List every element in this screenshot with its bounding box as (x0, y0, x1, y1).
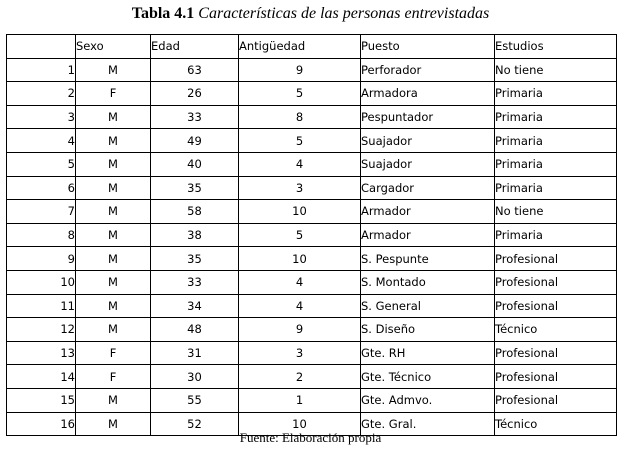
table-caption-text: Características de las personas entrevistadas (198, 5, 490, 22)
cell-edad: 31 (151, 341, 239, 365)
cell-puesto: S. Pespunte (361, 247, 495, 271)
cell-sexo: M (76, 200, 151, 224)
cell-index: 1 (7, 58, 76, 82)
cell-index: 11 (7, 294, 76, 318)
cell-sexo: M (76, 58, 151, 82)
cell-antiguedad: 5 (239, 82, 361, 106)
cell-antiguedad: 10 (239, 200, 361, 224)
cell-edad: 52 (151, 412, 239, 436)
table-row (7, 105, 617, 129)
cell-sexo: M (76, 223, 151, 247)
cell-estudios: Profesional (495, 341, 617, 365)
cell-sexo: M (76, 129, 151, 153)
interviewees-table (6, 34, 617, 436)
cell-edad: 35 (151, 247, 239, 271)
table-row (7, 247, 617, 271)
cell-puesto: Suajador (361, 152, 495, 176)
cell-sexo: M (76, 152, 151, 176)
cell-antiguedad: 4 (239, 294, 361, 318)
cell-index: 15 (7, 388, 76, 412)
cell-puesto: Perforador (361, 58, 495, 82)
cell-sexo: M (76, 247, 151, 271)
cell-estudios: Primaria (495, 176, 617, 200)
header-puesto: Puesto (361, 35, 495, 59)
cell-puesto: Suajador (361, 129, 495, 153)
cell-estudios: Profesional (495, 270, 617, 294)
cell-puesto: Armador (361, 223, 495, 247)
table-row (7, 152, 617, 176)
cell-puesto: Gte. Admvo. (361, 388, 495, 412)
table-row (7, 129, 617, 153)
cell-edad: 30 (151, 365, 239, 389)
cell-index: 13 (7, 341, 76, 365)
cell-index: 14 (7, 365, 76, 389)
cell-index: 5 (7, 152, 76, 176)
cell-sexo: M (76, 318, 151, 342)
header-antiguedad: Antigüedad (239, 35, 361, 59)
cell-edad: 33 (151, 270, 239, 294)
cell-estudios: Primaria (495, 223, 617, 247)
cell-antiguedad: 5 (239, 223, 361, 247)
cell-edad: 58 (151, 200, 239, 224)
cell-edad: 63 (151, 58, 239, 82)
cell-edad: 49 (151, 129, 239, 153)
cell-estudios: Primaria (495, 105, 617, 129)
cell-edad: 48 (151, 318, 239, 342)
cell-edad: 55 (151, 388, 239, 412)
table-row (7, 176, 617, 200)
cell-puesto: Cargador (361, 176, 495, 200)
cell-puesto: Gte. Gral. (361, 412, 495, 436)
cell-index: 2 (7, 82, 76, 106)
cell-edad: 26 (151, 82, 239, 106)
cell-estudios: Técnico (495, 412, 617, 436)
cell-index: 4 (7, 129, 76, 153)
cell-puesto: S. Diseño (361, 318, 495, 342)
header-estudios: Estudios (495, 35, 617, 59)
table-row (7, 341, 617, 365)
cell-edad: 35 (151, 176, 239, 200)
cell-antiguedad: 9 (239, 58, 361, 82)
cell-antiguedad: 10 (239, 412, 361, 436)
cell-antiguedad: 10 (239, 247, 361, 271)
table-row (7, 388, 617, 412)
cell-antiguedad: 4 (239, 152, 361, 176)
cell-sexo: M (76, 412, 151, 436)
cell-index: 7 (7, 200, 76, 224)
header-sexo: Sexo (76, 35, 151, 59)
cell-estudios: Profesional (495, 365, 617, 389)
cell-sexo: F (76, 341, 151, 365)
cell-index: 12 (7, 318, 76, 342)
cell-sexo: M (76, 105, 151, 129)
table-row (7, 294, 617, 318)
cell-puesto: S. Montado (361, 270, 495, 294)
cell-sexo: M (76, 270, 151, 294)
cell-puesto: Armador (361, 200, 495, 224)
cell-estudios: No tiene (495, 200, 617, 224)
cell-estudios: Profesional (495, 294, 617, 318)
cell-puesto: Pespuntador (361, 105, 495, 129)
cell-index: 8 (7, 223, 76, 247)
cell-index: 6 (7, 176, 76, 200)
table-header-row (7, 35, 617, 59)
table-source: Fuente: Elaboración propia (239, 430, 382, 445)
cell-sexo: F (76, 82, 151, 106)
cell-edad: 40 (151, 152, 239, 176)
cell-antiguedad: 3 (239, 341, 361, 365)
cell-estudios: No tiene (495, 58, 617, 82)
table-row (7, 318, 617, 342)
cell-index: 9 (7, 247, 76, 271)
cell-puesto: Armadora (361, 82, 495, 106)
table-caption-label: Tabla 4.1 (131, 5, 195, 22)
cell-edad: 34 (151, 294, 239, 318)
table-row (7, 58, 617, 82)
cell-sexo: F (76, 365, 151, 389)
cell-index: 16 (7, 412, 76, 436)
cell-antiguedad: 9 (239, 318, 361, 342)
table-row (7, 223, 617, 247)
cell-puesto: Gte. Técnico (361, 365, 495, 389)
cell-puesto: Gte. RH (361, 341, 495, 365)
cell-index: 10 (7, 270, 76, 294)
cell-sexo: M (76, 388, 151, 412)
cell-puesto: S. General (361, 294, 495, 318)
cell-sexo: M (76, 294, 151, 318)
cell-index: 3 (7, 105, 76, 129)
cell-estudios: Técnico (495, 318, 617, 342)
header-edad: Edad (151, 35, 239, 59)
cell-estudios: Profesional (495, 247, 617, 271)
cell-estudios: Profesional (495, 388, 617, 412)
cell-sexo: M (76, 176, 151, 200)
cell-antiguedad: 2 (239, 365, 361, 389)
header-index (7, 35, 76, 59)
cell-antiguedad: 8 (239, 105, 361, 129)
cell-antiguedad: 5 (239, 129, 361, 153)
table-row (7, 270, 617, 294)
table-row (7, 82, 617, 106)
cell-estudios: Primaria (495, 82, 617, 106)
cell-antiguedad: 4 (239, 270, 361, 294)
table-row (7, 200, 617, 224)
cell-antiguedad: 3 (239, 176, 361, 200)
table-row (7, 365, 617, 389)
table-caption (0, 4, 621, 24)
cell-estudios: Primaria (495, 129, 617, 153)
cell-estudios: Primaria (495, 152, 617, 176)
cell-edad: 38 (151, 223, 239, 247)
cell-edad: 33 (151, 105, 239, 129)
cell-antiguedad: 1 (239, 388, 361, 412)
table-body (7, 58, 617, 436)
